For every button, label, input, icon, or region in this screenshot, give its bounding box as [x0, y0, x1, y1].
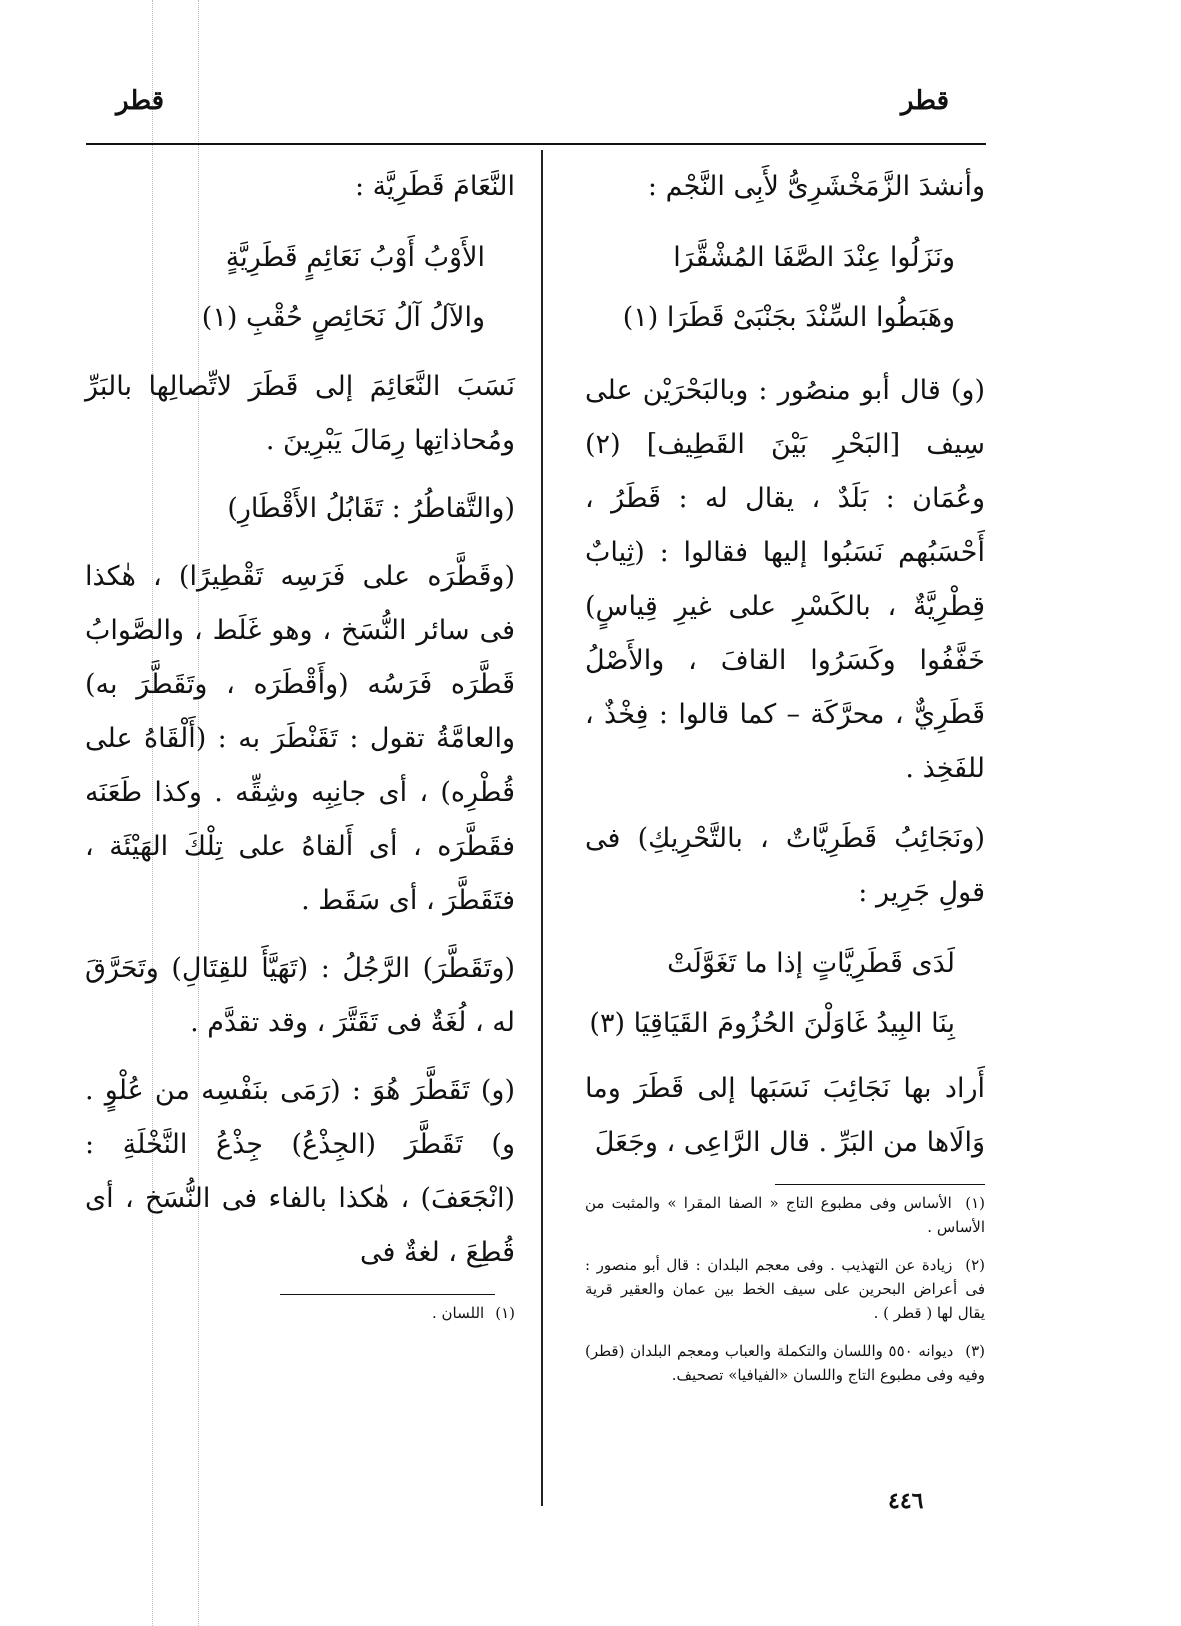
column-divider [541, 150, 543, 1506]
left-column [85, 160, 515, 1339]
footnote: (١) الأساس وفى مطبوع التاج « الصفا المقرا » والمثبت من الأساس . [585, 1194, 985, 1236]
footnote: (٣) ديوانه ٥٥٠ واللسان والتكملة والعباب ومعجم البلدان (قطر) وفيه وفى مطبوع التاج واللسان «الفيافيا» تصحيف. [585, 1342, 985, 1384]
verse-line: بِنَا البِيدُ غَاوَلْنَ الحُزُومَ القَيَاقِيَا (٣) [589, 1008, 955, 1039]
verse-line: الأَوْبُ أَوْبُ نَعَائِمٍ قَطَرِيَّةٍ [225, 242, 485, 273]
paragraph: (وقَطَّرَه على فَرَسِه تَقْطِيرًا) ، هٰكذا فى سائر النُّسَخ ، وهو غَلَط ، والصَّوابُ قَطَّرَه فَرَسُه (وأَقْطَرَه ، وتَقَطَّرَ به) والعامَّةُ تقول : تَقَنْطَرَ به : (أَلْقَاهُ على قُطْرِه) ، أى جانِبِه وشِقِّه . وكذا طَعَنَه فقَطَّرَه ، أى أَلقاهُ على تِلْكَ الهَيْئَة ، فتَقَطَّرَ ، أى سَقَط . [85, 561, 515, 916]
paragraph: النَّعَامَ قَطَرِيَّة : [354, 171, 515, 202]
verse-line: لَدَى قَطَرِيَّاتٍ إذا ما تَغَوَّلَتْ [667, 948, 955, 979]
header-right-word: قطر [900, 86, 949, 116]
paragraph: (و) قال أبو منصُور : وبالبَحْرَيْن على سِيف [البَحْرِ بَيْنَ القَطِيف] (٢) وعُمَان : بَلَدٌ ، يقال له : قَطَرُ ، أَحْسَبُهم نَسَبُوا إليها فقالوا : (ثِيابٌ قِطْرِيَّةٌ ، بالكَسْرِ على غيرِ قِياسٍ) خَفَّفُوا وكَسَرُوا القافَ ، والأَصْلُ قَطَرِيٌّ ، محرَّكَة – كما قالوا : فِخْذٌ ، للفَخِذ . [585, 375, 985, 784]
verse [85, 228, 515, 348]
verse [585, 934, 985, 1054]
paragraph: (والتَّقاطُرُ : تَقَابُلُ الأَقْطَارِ) [227, 493, 515, 524]
verse [585, 228, 985, 348]
header-left-word: قطر [116, 86, 165, 116]
paragraph: نَسَبَ النَّعَائِمَ إلى قَطَرَ لاتِّصالِها بالبَرِّ ومُحاذاتِها رِمَالَ يَبْرِينَ . [85, 371, 515, 456]
paragraph: أَراد بها نَجَائِبَ نَسَبَها إلى قَطَرَ وما وَالَاها من البَرِّ . قال الرَّاعِى ، وجَعَلَ [585, 1073, 985, 1158]
footnote-rule [775, 1184, 985, 1185]
verse-line: والآلُ آلُ نَحَائِصٍ حُقْبِ (١) [201, 302, 485, 333]
verse-line: وهَبَطُوا السِّنْدَ بجَنْبَىْ قَطَرَا (١) [622, 302, 955, 333]
right-column [585, 160, 985, 1401]
verse-line: ونَزَلُوا عِنْدَ الصَّفَا المُشْقَّرَا [673, 242, 955, 273]
footnote: (١) اللسان . [432, 1304, 515, 1322]
paragraph: (ونَجَائِبُ قَطَرِيَّاتٌ ، بالتَّحْرِيكِ) فى قولِ جَرِير : [585, 823, 985, 908]
page-number: ٤٤٦ [888, 1488, 924, 1514]
paragraph: (و) تَقَطَّرَ هُوَ : (رَمَى بنَفْسِه من عُلْوٍ . و) تَقَطَّرَ (الجِذْعُ) جِذْعُ النَّخْلَةِ : (انْجَعَفَ) ، هٰكذا بالفاء فى النُّسَخ ، أى قُطِعَ ، لغةٌ فى [85, 1075, 515, 1268]
paragraph: (وتَقَطَّرَ) الرَّجُلُ : (تَهَيَّأَ للقِتَالِ) وتَحَرَّقَ له ، لُغَةٌ فى تَقَتَّرَ ، وقد تقدَّم . [85, 953, 515, 1038]
footnote-rule [280, 1294, 495, 1295]
footnote: (٢) زيادة عن التهذيب . وفى معجم البلدان : قال أبو منصور : فى أعراض البحرين على سيف الخط بين عمان والعقير قرية يقال لها ( قطر ) . [585, 1256, 985, 1322]
paragraph: وأنشدَ الزَّمَخْشَرِىُّ لأَبِى النَّجْم : [647, 171, 985, 202]
header-rule [86, 143, 986, 145]
